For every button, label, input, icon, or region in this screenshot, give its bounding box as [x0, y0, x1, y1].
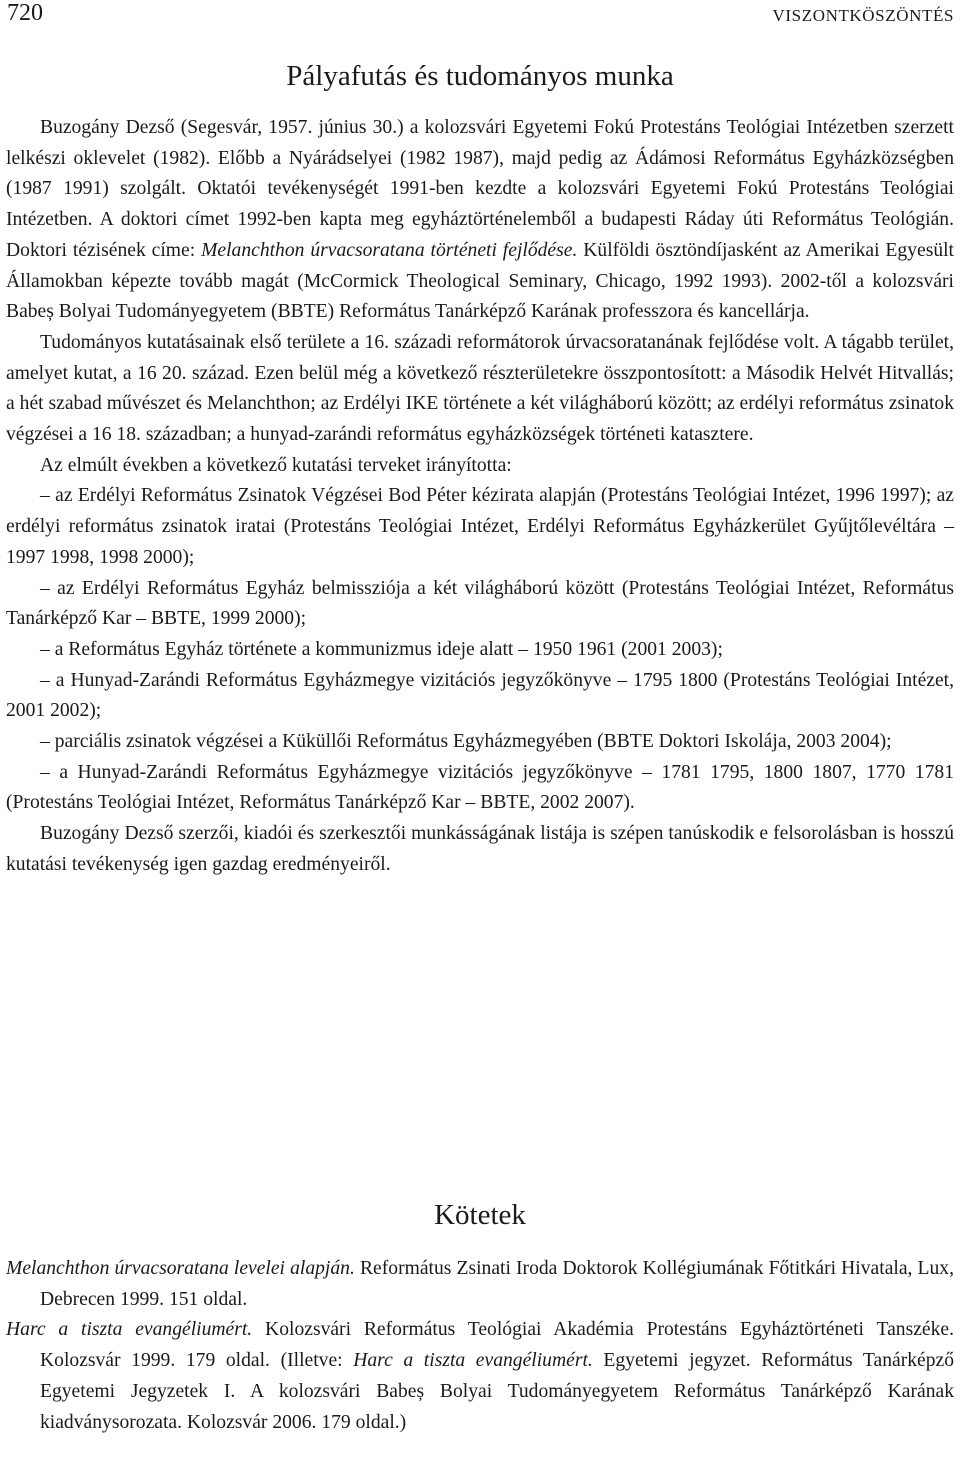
bibliography-entry — [6, 1254, 954, 1315]
book-title: Melanchthon úrvacsoratana levelei alapján. — [6, 1258, 355, 1279]
thesis-title: Melanchthon úrvacsoratana történeti fejlődése. — [201, 239, 578, 261]
list-item: – a Református Egyház története a kommunizmus ideje alatt – 1950 1961 (2001 2003); — [40, 638, 723, 660]
entry-text: Református Zsinati Iroda Doktorok Kollégiumának Főtitkári Hivatala, Lux, Debrecen 1999. 151 oldal. — [40, 1258, 954, 1310]
entry-text: Egyetemi jegyzet. Református Tanárképző Egyetemi Jegyzetek I. A kolozsvári Babeș Bolyai Tudományegyetem Református Tanárképző Karának kiadványsorozata. Kolozsvár 2006. 179 oldal.) — [40, 1350, 955, 1433]
book-title: Harc a tiszta evangéliumért. — [6, 1319, 253, 1341]
paragraph-text: Buzogány Dezső (Segesvár, 1957. június 30.) a kolozsvári Egyetemi Fokú Protestáns Teológiai Intézetben szerzett lelkészi oklevelet (1982). Előbb a Nyárádselyei (1982 1987), majd pedig az Ádámosi Református Egyházközségben (1987 1991) szolgált. Oktatói tevékenységét 1991-ben kezdte a kolozsvári Egyetemi Fokú Protestáns Teológiai Intézetben. A doktori címet 1992-ben kapta meg egyháztörténelemből a budapesti Ráday úti Református Teológián. Doktori tézisének címe: — [6, 117, 954, 261]
paragraph — [6, 113, 954, 328]
list-item: – az Erdélyi Református Zsinatok Végzései Bod Péter kézirata alapján (Protestáns Teológiai Intézet, 1996 1997); az erdélyi református zsinatok iratai (Protestáns Teológiai Intézet, Erdélyi Református Egyházkerület Gyűjtőlevéltára – 1997 1998, 1998 2000); — [6, 485, 954, 568]
book-title: Harc a tiszta evangéliumért. — [353, 1350, 593, 1372]
bibliography-entry — [6, 1315, 954, 1438]
paragraph: Tudományos kutatásainak első területe a 16. századi reformátorok úrvacsoratanának fejlődése volt. A tágabb terület, amelyet kutat, a 16 20. század. Ezen belül még a következő részterületekre összpontosított: a Második Helvét Hitvallás; a hét szabad művészet és Melanchthon; az Erdélyi IKE története a két világháború között; az erdélyi református zsinatok végzései a 16 18. században; a hunyad-zarándi református egyházközségek történeti katasztere. — [6, 331, 954, 446]
section-body — [6, 113, 954, 881]
running-head: VISZONTKÖSZÖNTÉS — [772, 6, 954, 25]
list-item: – a Hunyad-Zarándi Református Egyházmegye vizitációs jegyzőkönyve – 1795 1800 (Protestáns Teológiai Intézet, 2001 2002); — [6, 669, 954, 722]
bibliography — [6, 1254, 954, 1438]
list-item: – az Erdélyi Református Egyház belmissziója a két világháború között (Protestáns Teológiai Intézet, Református Tanárképző Kar – BBTE, 1999 2000); — [6, 577, 954, 630]
section-title: Pályafutás és tudományos munka — [286, 60, 674, 92]
section-title-kotetek: Kötetek — [434, 1199, 526, 1231]
paragraph: Buzogány Dezső szerzői, kiadói és szerkesztői munkásságának listája is szépen tanúskodik e felsorolásban is hosszú kutatási tevékenység igen gazdag eredményeiről. — [6, 823, 954, 875]
paragraph-text: Külföldi ösztöndíjasként az Amerikai Egyesült Államokban képezte tovább magát (McCormick Theological Seminary, Chicago, 1992 1993). 2002-től a kolozsvári Babeș Bolyai Tudományegyetem (BBTE) Református Tanárképző Karának professzora és kancellárja. — [6, 239, 954, 323]
list-item: – parciális zsinatok végzései a Küküllői Református Egyházmegyében (BBTE Doktori Iskolája, 2003 2004); — [40, 731, 892, 753]
entry-text: Kolozsvári Református Teológiai Akadémia Protestáns Egyháztörténeti Tanszéke. Kolozsvár 1999. 179 oldal. (Illetve: — [40, 1319, 954, 1372]
list-item: – a Hunyad-Zarándi Református Egyházmegye vizitációs jegyzőkönyve – 1781 1795, 1800 1807, 1770 1781 (Protestáns Teológiai Intézet, Református Tanárképző Kar – BBTE, 2002 2007). — [6, 761, 954, 814]
paragraph: Az elmúlt években a következő kutatási terveket irányította: — [40, 454, 512, 476]
page-number: 720 — [7, 0, 43, 26]
